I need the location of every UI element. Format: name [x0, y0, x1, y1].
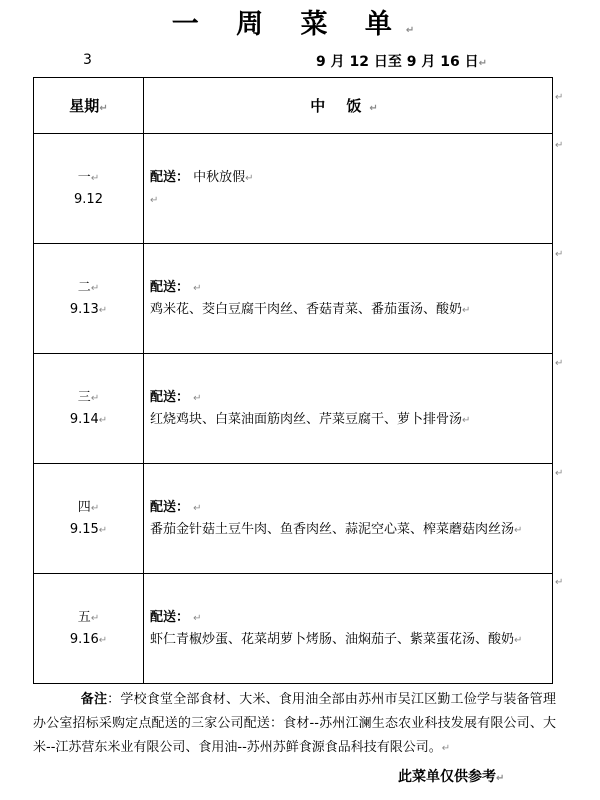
dishes-text: 中秋放假: [193, 169, 246, 185]
paragraph-mark-icon: ↵: [441, 743, 451, 754]
paragraph-mark-icon: ↵: [193, 612, 202, 624]
date-label: 9.12: [74, 192, 103, 207]
day-cell: [34, 134, 144, 244]
paragraph-mark-icon: ↵: [478, 58, 487, 69]
remark-paragraph: [33, 688, 556, 761]
header-lunch: [144, 78, 553, 134]
table-row: [34, 574, 553, 684]
paragraph-mark-icon: ↵: [496, 773, 505, 784]
remark-label: 备注: [80, 692, 108, 707]
paragraph-mark-icon: ↵: [555, 577, 564, 588]
paragraph-mark-icon: ↵: [555, 92, 564, 103]
header-lunch-text: 中 饭: [310, 97, 370, 115]
paragraph-mark-icon: ↵: [555, 249, 564, 260]
header-weekday-text: 星期: [69, 97, 100, 115]
week-number: 3: [83, 52, 92, 68]
delivery-label: 配送：: [150, 279, 190, 295]
delivery-label: 配送：: [150, 499, 190, 515]
table-row: [34, 134, 553, 244]
delivery-label: 配送：: [150, 169, 190, 185]
day-cell: [34, 354, 144, 464]
paragraph-mark-icon: ↵: [193, 392, 202, 404]
table-header-row: [34, 78, 553, 134]
paragraph-mark-icon: ↵: [514, 634, 523, 646]
paragraph-mark-icon: ↵: [99, 103, 108, 114]
date-range: [316, 51, 487, 71]
paragraph-mark-icon: ↵: [514, 524, 523, 536]
paragraph-mark-icon: ↵: [98, 634, 108, 646]
menu-table: [33, 77, 553, 684]
dishes-text: 虾仁青椒炒蛋、花菜胡萝卜烤肠、油焖茄子、紫菜蛋花汤、酸奶: [150, 631, 515, 647]
paragraph-mark-icon: ↵: [555, 468, 564, 479]
paragraph-mark-icon: ↵: [90, 612, 100, 624]
meal-cell: [144, 464, 553, 574]
meal-cell: [144, 134, 553, 244]
paragraph-mark-icon: ↵: [245, 172, 254, 184]
weekday-label: 三: [77, 389, 91, 405]
paragraph-mark-icon: ↵: [90, 282, 100, 294]
dishes-text: 红烧鸡块、白菜油面筋肉丝、芹菜豆腐干、萝卜排骨汤: [150, 411, 463, 427]
paragraph-mark-icon: ↵: [98, 524, 108, 536]
meal-cell: [144, 574, 553, 684]
paragraph-mark-icon: ↵: [555, 358, 564, 369]
weekday-label: 四: [77, 499, 91, 515]
page-title: [0, 2, 600, 41]
paragraph-mark-icon: ↵: [90, 502, 100, 514]
date-label: 9.14: [69, 411, 99, 427]
paragraph-mark-icon: ↵: [193, 282, 202, 294]
weekday-label: 五: [77, 609, 91, 625]
paragraph-mark-icon: ↵: [90, 392, 100, 404]
table-row: [34, 354, 553, 464]
delivery-label: 配送：: [150, 389, 190, 405]
footer-disclaimer: [398, 766, 504, 786]
dishes-text: 鸡米花、茭白豆腐干肉丝、香菇青菜、番茄蛋汤、酸奶: [150, 301, 463, 317]
dishes-text: 番茄金针菇土豆牛肉、鱼香肉丝、蒜泥空心菜、榨菜蘑菇肉丝汤: [150, 521, 515, 537]
table-row: [34, 464, 553, 574]
weekday-label: 二: [77, 279, 91, 295]
day-cell: [34, 464, 144, 574]
paragraph-mark-icon: ↵: [98, 414, 108, 426]
paragraph-mark-icon: ↵: [462, 304, 471, 316]
paragraph-mark-icon: ↵: [98, 304, 108, 316]
footer-text: 此菜单仅供参考: [398, 769, 496, 785]
meal-cell: [144, 354, 553, 464]
paragraph-mark-icon: ↵: [462, 414, 471, 426]
paragraph-mark-icon: ↵: [193, 502, 202, 514]
paragraph-mark-icon: ↵: [405, 25, 429, 36]
date-label: 9.16: [69, 631, 99, 647]
paragraph-mark-icon: ↵: [150, 194, 159, 206]
meal-cell: [144, 244, 553, 354]
page-title-text: 一 周 菜 单: [171, 9, 406, 40]
day-cell: [34, 574, 144, 684]
date-range-text: 9 月 12 日至 9 月 16 日: [316, 54, 479, 70]
remark-text: ：学校食堂全部食材、大米、食用油全部由苏州市吴江区勤工俭学与装备管理办公室招标采购定点配送的三家公司配送：食材--苏州江澜生态农业科技发展有限公司、大米--江苏营东米业有限公司、食用油--苏州苏鲜食源食品科技有限公司。: [33, 692, 556, 755]
paragraph-mark-icon: ↵: [555, 140, 564, 151]
date-label: 9.13: [69, 301, 99, 317]
header-weekday: [34, 78, 144, 134]
table-row: [34, 244, 553, 354]
paragraph-mark-icon: ↵: [90, 173, 100, 184]
day-cell: [34, 244, 144, 354]
paragraph-mark-icon: ↵: [369, 103, 386, 114]
delivery-label: 配送：: [150, 609, 190, 625]
date-label: 9.15: [69, 521, 99, 537]
weekday-label: 一: [77, 170, 91, 185]
